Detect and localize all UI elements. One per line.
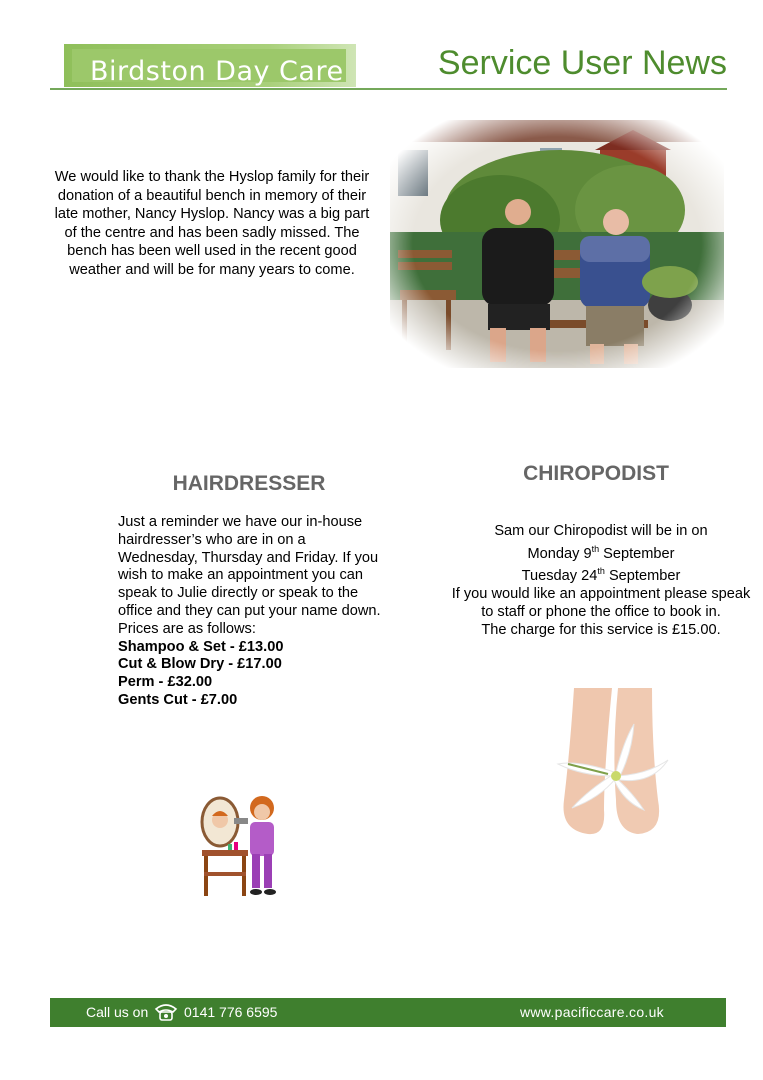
price-item: Perm - £32.00 [118,674,213,691]
chiropodist-date-2: Tuesday 24th September [521,566,681,585]
page-title: Service User News [437,44,727,82]
chiropodist-date-1: Monday 9th September [527,543,675,562]
prices-intro: Prices are as follows: [118,620,256,637]
page-footer [50,998,726,1027]
website-link[interactable]: www.pacificcare.co.uk [519,1004,664,1020]
page-header [50,40,727,92]
call-label: Call us on [86,1004,149,1020]
price-item: Cut & Blow Dry - £17.00 [118,656,282,673]
price-item: Shampoo & Set - £13.00 [118,638,284,655]
chiropodist-section [446,523,756,640]
price-item: Gents Cut - £7.00 [118,691,238,708]
phone-number[interactable]: 0141 776 6595 [184,1004,278,1020]
hairdresser-body: Just a reminder we have our in-house hairdresser’s who are in on a Wednesday, Thursday and Friday. If you wish to make an appointment you can speak to Julie directly or speak to the office and they can put your name down. [118,514,381,619]
brand-banner [64,44,356,87]
feet-flower-image [548,680,674,840]
hairdresser-heading: HAIRDRESSER [172,472,326,495]
chiropodist-intro: Sam our Chiropodist will be in on [494,523,708,539]
price-list [118,639,388,710]
phone-icon [154,1002,178,1022]
hairdresser-illustration [198,792,284,900]
chiropodist-heading: CHIROPODIST [523,462,669,485]
chiropodist-booking: If you would like an appointment please speak to staff or phone the office to book in. [451,586,751,620]
brand-name: Birdston Day Care [90,56,344,87]
chiropodist-charge: The charge for this service is £15.00. [481,621,721,638]
bench-photo [390,120,724,368]
hairdresser-section [118,514,388,710]
thanks-paragraph: We would like to thank the Hyslop family for their donation of a beautiful bench in memory of their late mother, Nancy Hyslop. Nancy was a big part of the centre and has been sadly missed. The bench has been well used in the recent good weather and will be for many years to come. [54,169,370,278]
header-rule [50,88,727,90]
